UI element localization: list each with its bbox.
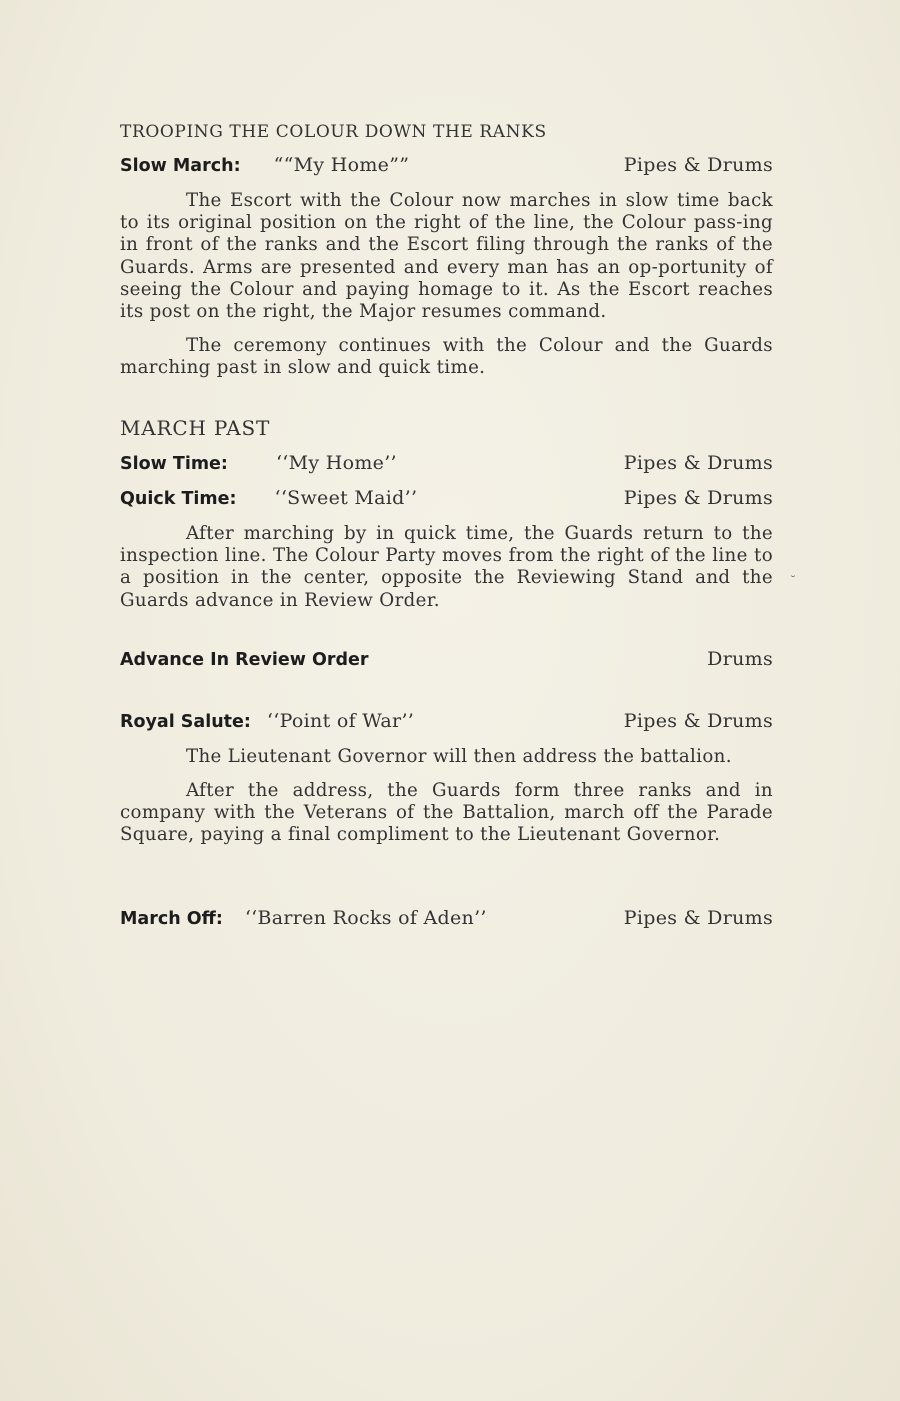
royal-salute-tune: ‘‘Point of War’’	[266, 710, 415, 732]
royal-salute-line	[120, 710, 773, 732]
quick-time-label: Quick Time:	[120, 489, 237, 509]
slow-time-label: Slow Time:	[120, 454, 228, 474]
trooping-paragraph-1: The Escort with the Colour now marches in slow time back to its original position on the right of the line, the Colour pass-ing in front of the ranks and the Escort filing through the ranks of the Guards. Arms are presented and every man has an op-portunity of seeing the Colour and paying homage to it. As the Escort reaches its post on the right, the Major resumes command.	[120, 190, 773, 323]
slow-march-line	[120, 154, 773, 176]
slow-march-tune: ““My Home””	[273, 154, 410, 176]
slow-time-tune: ‘‘My Home’’	[275, 452, 397, 474]
trooping-paragraph-2: The ceremony continues with the Colour and the Guards marching past in slow and quick time.	[120, 335, 773, 379]
advance-review-label: Advance In Review Order	[120, 650, 369, 670]
march-off-performers: Pipes & Drums	[623, 907, 773, 929]
slow-march-label: Slow March:	[120, 156, 241, 176]
section-heading-march-past: MARCH PAST	[120, 416, 271, 440]
quick-time-line	[120, 487, 773, 509]
advance-review-performers: Drums	[707, 648, 773, 670]
royal-salute-paragraph-2: After the address, the Guards form three ranks and in company with the Veterans of the Battalion, march off the Parade Square, paying a final compliment to the Lieutenant Governor.	[120, 780, 773, 846]
slow-time-performers: Pipes & Drums	[623, 452, 773, 474]
march-off-tune: ‘‘Barren Rocks of Aden’’	[244, 907, 487, 929]
slow-march-performers: Pipes & Drums	[623, 154, 773, 176]
slow-time-line	[120, 452, 773, 474]
advance-review-line	[120, 648, 773, 670]
royal-salute-paragraph-1: The Lieutenant Governor will then address the battalion.	[186, 746, 732, 767]
quick-time-performers: Pipes & Drums	[623, 487, 773, 509]
march-off-line	[120, 907, 773, 929]
march-off-label: March Off:	[120, 909, 223, 929]
royal-salute-label: Royal Salute:	[120, 712, 251, 732]
royal-salute-performers: Pipes & Drums	[623, 710, 773, 732]
march-past-paragraph: After marching by in quick time, the Guards return to the inspection line. The Colour Party moves from the right of the line to a position in the center, opposite the Reviewing Stand and the Guards advance in Review Order.	[120, 523, 773, 611]
quick-time-tune: ‘‘Sweet Maid’’	[274, 487, 418, 509]
stray-ink-mark: ˘	[790, 574, 796, 588]
section-heading-trooping: TROOPING THE COLOUR DOWN THE RANKS	[120, 122, 547, 142]
